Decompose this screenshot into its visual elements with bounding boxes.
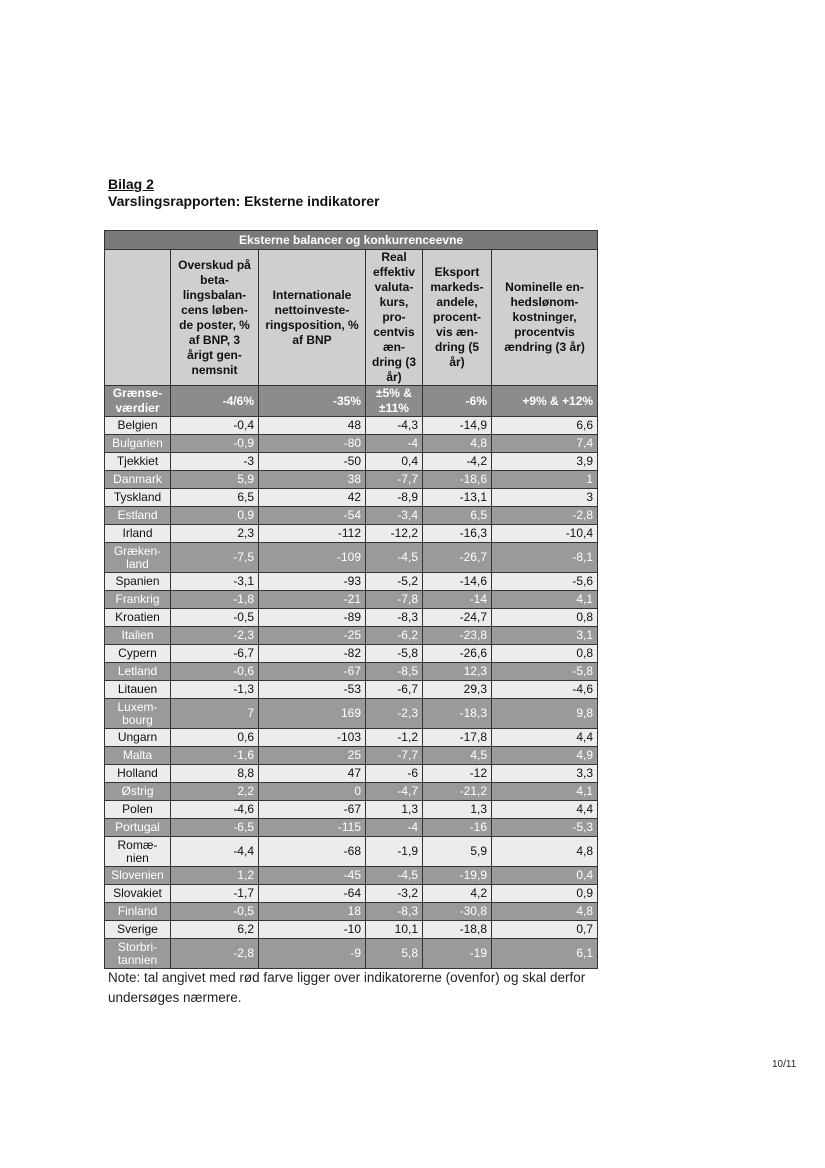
value-cell: 4,2	[423, 885, 492, 903]
table-row	[105, 591, 598, 609]
value-cell: 6,1	[492, 939, 598, 969]
column-header: Internationale nettoinveste-ringsposition, % af BNP	[259, 250, 366, 386]
country-cell: Tjekkiet	[105, 453, 171, 471]
value-cell: 3,3	[492, 765, 598, 783]
value-cell: 0	[259, 783, 366, 801]
value-cell: -14	[423, 591, 492, 609]
value-cell: 0,4	[492, 867, 598, 885]
value-cell: -21	[259, 591, 366, 609]
value-cell: -3,4	[366, 507, 423, 525]
value-cell: -6,5	[171, 819, 259, 837]
table-row	[105, 627, 598, 645]
table-row	[105, 525, 598, 543]
value-cell: -80	[259, 435, 366, 453]
value-cell: 3,9	[492, 453, 598, 471]
value-cell: -9	[259, 939, 366, 969]
country-cell: Østrig	[105, 783, 171, 801]
value-cell: -26,6	[423, 645, 492, 663]
value-cell: -8,3	[366, 903, 423, 921]
value-cell: 18	[259, 903, 366, 921]
value-cell: 1,3	[423, 801, 492, 819]
value-cell: 6,5	[171, 489, 259, 507]
value-cell: -5,2	[366, 573, 423, 591]
value-cell: -10,4	[492, 525, 598, 543]
value-cell: -25	[259, 627, 366, 645]
table-row	[105, 747, 598, 765]
country-cell: Bulgarien	[105, 435, 171, 453]
value-cell: 9,8	[492, 699, 598, 729]
value-cell: -7,5	[171, 543, 259, 573]
value-cell: -19,9	[423, 867, 492, 885]
value-cell: 0,9	[492, 885, 598, 903]
table-row	[105, 939, 598, 969]
value-cell: -16	[423, 819, 492, 837]
value-cell: 4,1	[492, 783, 598, 801]
country-cell: Luxem-bourg	[105, 699, 171, 729]
column-header: Eksport markeds-andele, procent-vis æn-dring (5 år)	[423, 250, 492, 386]
country-cell: Sverige	[105, 921, 171, 939]
value-cell: -50	[259, 453, 366, 471]
value-cell: 2,2	[171, 783, 259, 801]
table-row	[105, 783, 598, 801]
table-row	[105, 837, 598, 867]
country-cell: Spanien	[105, 573, 171, 591]
value-cell: 7,4	[492, 435, 598, 453]
value-cell: -8,3	[366, 609, 423, 627]
value-cell: -4,2	[423, 453, 492, 471]
appendix-label: Bilag 2	[108, 176, 154, 192]
value-cell: 6,2	[171, 921, 259, 939]
value-cell: 42	[259, 489, 366, 507]
value-cell: -64	[259, 885, 366, 903]
value-cell: 0,8	[492, 609, 598, 627]
value-cell: -7,7	[366, 471, 423, 489]
value-cell: -19	[423, 939, 492, 969]
value-cell: -4	[366, 819, 423, 837]
value-cell: -1,7	[171, 885, 259, 903]
value-cell: -68	[259, 837, 366, 867]
country-cell: Danmark	[105, 471, 171, 489]
value-cell: -12,2	[366, 525, 423, 543]
table-row	[105, 435, 598, 453]
value-cell: -4,5	[366, 543, 423, 573]
table-row	[105, 573, 598, 591]
value-cell: 169	[259, 699, 366, 729]
value-cell: -112	[259, 525, 366, 543]
value-cell: -5,6	[492, 573, 598, 591]
value-cell: 4,8	[492, 837, 598, 867]
column-header-row	[105, 250, 598, 386]
table-row	[105, 645, 598, 663]
value-cell: -6	[366, 765, 423, 783]
table-row	[105, 663, 598, 681]
country-cell: Letland	[105, 663, 171, 681]
country-cell: Cypern	[105, 645, 171, 663]
value-cell: 5,9	[171, 471, 259, 489]
country-cell: Malta	[105, 747, 171, 765]
value-cell: -6,7	[366, 681, 423, 699]
value-cell: -24,7	[423, 609, 492, 627]
value-cell: -4,7	[366, 783, 423, 801]
table-row	[105, 489, 598, 507]
table-row	[105, 507, 598, 525]
table-row	[105, 681, 598, 699]
table-row	[105, 543, 598, 573]
value-cell: -82	[259, 645, 366, 663]
value-cell: -0,4	[171, 417, 259, 435]
value-cell: 38	[259, 471, 366, 489]
value-cell: 1,3	[366, 801, 423, 819]
threshold-value: +9% & +12%	[492, 386, 598, 417]
value-cell: 6,5	[423, 507, 492, 525]
value-cell: -4,6	[492, 681, 598, 699]
value-cell: -1,2	[366, 729, 423, 747]
value-cell: -67	[259, 663, 366, 681]
value-cell: -45	[259, 867, 366, 885]
value-cell: 25	[259, 747, 366, 765]
table-row	[105, 867, 598, 885]
country-cell: Frankrig	[105, 591, 171, 609]
value-cell: -6,2	[366, 627, 423, 645]
value-cell: -13,1	[423, 489, 492, 507]
table-row	[105, 921, 598, 939]
value-cell: -14,9	[423, 417, 492, 435]
table-row	[105, 801, 598, 819]
value-cell: 4,5	[423, 747, 492, 765]
value-cell: 0,6	[171, 729, 259, 747]
value-cell: 0,4	[366, 453, 423, 471]
page-number: 10/11	[772, 1059, 797, 1070]
value-cell: -4,5	[366, 867, 423, 885]
value-cell: 5,8	[366, 939, 423, 969]
table-row	[105, 417, 598, 435]
value-cell: -6,7	[171, 645, 259, 663]
value-cell: -4	[366, 435, 423, 453]
value-cell: -10	[259, 921, 366, 939]
value-cell: 4,9	[492, 747, 598, 765]
value-cell: -103	[259, 729, 366, 747]
value-cell: -109	[259, 543, 366, 573]
value-cell: -30,8	[423, 903, 492, 921]
value-cell: -0,9	[171, 435, 259, 453]
value-cell: -8,5	[366, 663, 423, 681]
value-cell: 4,8	[492, 903, 598, 921]
value-cell: -26,7	[423, 543, 492, 573]
footnote: Note: tal angivet med rød farve ligger over indikatorerne (ovenfor) og skal derfor undersøges nærmere.	[108, 970, 586, 1005]
table-row	[105, 699, 598, 729]
value-cell: 1	[492, 471, 598, 489]
table-row	[105, 903, 598, 921]
value-cell: 3,1	[492, 627, 598, 645]
threshold-value: ±5% & ±11%	[366, 386, 423, 417]
threshold-value: -4/6%	[171, 386, 259, 417]
column-header	[105, 250, 171, 386]
value-cell: -5,8	[492, 663, 598, 681]
country-cell: Portugal	[105, 819, 171, 837]
table-body	[105, 417, 598, 969]
value-cell: 29,3	[423, 681, 492, 699]
value-cell: 4,1	[492, 591, 598, 609]
value-cell: 4,8	[423, 435, 492, 453]
value-cell: 7	[171, 699, 259, 729]
country-cell: Slovakiet	[105, 885, 171, 903]
value-cell: -18,3	[423, 699, 492, 729]
value-cell: -8,1	[492, 543, 598, 573]
value-cell: -23,8	[423, 627, 492, 645]
country-cell: Kroatien	[105, 609, 171, 627]
country-cell: Irland	[105, 525, 171, 543]
table-row	[105, 885, 598, 903]
value-cell: -2,3	[366, 699, 423, 729]
value-cell: -54	[259, 507, 366, 525]
heading	[108, 176, 380, 209]
value-cell: -0,5	[171, 609, 259, 627]
value-cell: -18,8	[423, 921, 492, 939]
value-cell: -7,7	[366, 747, 423, 765]
value-cell: 4,4	[492, 729, 598, 747]
value-cell: -4,6	[171, 801, 259, 819]
value-cell: 10,1	[366, 921, 423, 939]
value-cell: -67	[259, 801, 366, 819]
value-cell: -1,9	[366, 837, 423, 867]
value-cell: -3	[171, 453, 259, 471]
value-cell: -16,3	[423, 525, 492, 543]
table-row	[105, 765, 598, 783]
value-cell: -1,6	[171, 747, 259, 765]
indicator-table	[104, 230, 598, 969]
value-cell: -89	[259, 609, 366, 627]
table-row	[105, 453, 598, 471]
value-cell: -14,6	[423, 573, 492, 591]
country-cell: Polen	[105, 801, 171, 819]
value-cell: -2,8	[492, 507, 598, 525]
country-cell: Holland	[105, 765, 171, 783]
value-cell: 2,3	[171, 525, 259, 543]
value-cell: 48	[259, 417, 366, 435]
value-cell: 3	[492, 489, 598, 507]
table-banner: Eksterne balancer og konkurrenceevne	[105, 231, 598, 250]
value-cell: 0,8	[492, 645, 598, 663]
column-header: Overskud på beta-lingsbalan-cens løben-de poster, % af BNP, 3 årigt gen-nemsnit	[171, 250, 259, 386]
value-cell: -7,8	[366, 591, 423, 609]
value-cell: 0,7	[492, 921, 598, 939]
table-row	[105, 609, 598, 627]
country-cell: Belgien	[105, 417, 171, 435]
threshold-value: -35%	[259, 386, 366, 417]
country-cell: Tyskland	[105, 489, 171, 507]
threshold-label: Grænse-værdier	[105, 386, 171, 417]
threshold-row	[105, 386, 598, 417]
value-cell: 5,9	[423, 837, 492, 867]
table-row	[105, 729, 598, 747]
value-cell: -21,2	[423, 783, 492, 801]
country-cell: Ungarn	[105, 729, 171, 747]
table-row	[105, 471, 598, 489]
value-cell: -4,3	[366, 417, 423, 435]
column-header: Real effektiv valuta-kurs, pro-centvis æn-dring (3 år)	[366, 250, 423, 386]
value-cell: -18,6	[423, 471, 492, 489]
document-subtitle: Varslingsrapporten: Eksterne indikatorer	[108, 193, 380, 209]
value-cell: -2,3	[171, 627, 259, 645]
value-cell: -8,9	[366, 489, 423, 507]
value-cell: -0,5	[171, 903, 259, 921]
value-cell: 47	[259, 765, 366, 783]
country-cell: Finland	[105, 903, 171, 921]
country-cell: Litauen	[105, 681, 171, 699]
value-cell: 12,3	[423, 663, 492, 681]
country-cell: Slovenien	[105, 867, 171, 885]
value-cell: -53	[259, 681, 366, 699]
column-header: Nominelle en-hedslønom-kostninger, procentvis ændring (3 år)	[492, 250, 598, 386]
value-cell: 1,2	[171, 867, 259, 885]
value-cell: -1,8	[171, 591, 259, 609]
table-row	[105, 819, 598, 837]
value-cell: -17,8	[423, 729, 492, 747]
value-cell: -115	[259, 819, 366, 837]
value-cell: -0,6	[171, 663, 259, 681]
value-cell: 4,4	[492, 801, 598, 819]
value-cell: -2,8	[171, 939, 259, 969]
country-cell: Storbri-tannien	[105, 939, 171, 969]
country-cell: Italien	[105, 627, 171, 645]
value-cell: -5,3	[492, 819, 598, 837]
value-cell: -93	[259, 573, 366, 591]
value-cell: -3,1	[171, 573, 259, 591]
country-cell: Estland	[105, 507, 171, 525]
value-cell: 8,8	[171, 765, 259, 783]
value-cell: 0,9	[171, 507, 259, 525]
value-cell: -4,4	[171, 837, 259, 867]
country-cell: Græken-land	[105, 543, 171, 573]
value-cell: -5,8	[366, 645, 423, 663]
threshold-value: -6%	[423, 386, 492, 417]
value-cell: -3,2	[366, 885, 423, 903]
value-cell: 6,6	[492, 417, 598, 435]
value-cell: -1,3	[171, 681, 259, 699]
country-cell: Romæ-nien	[105, 837, 171, 867]
value-cell: -12	[423, 765, 492, 783]
